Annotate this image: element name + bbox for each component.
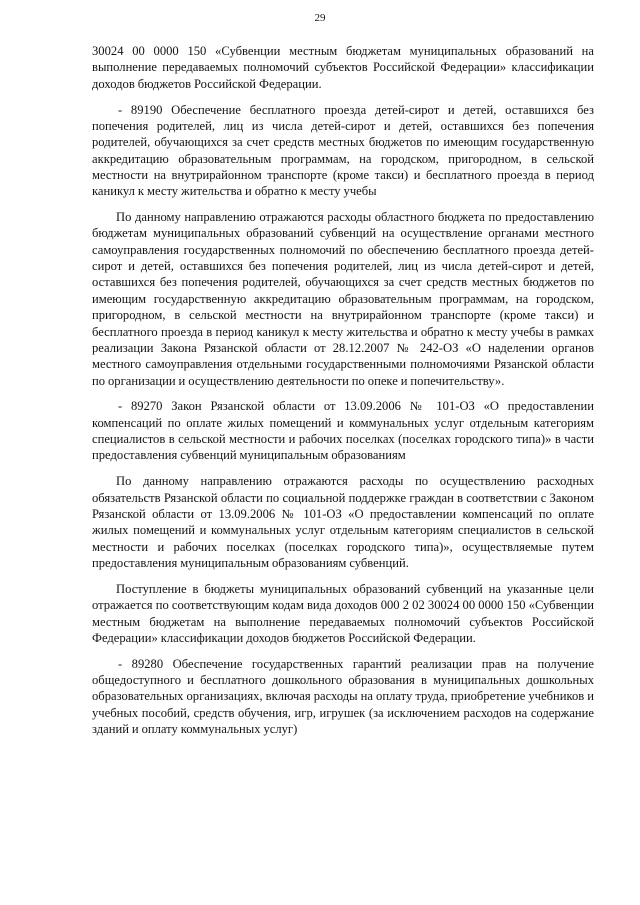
paragraph-budget-code-continuation: 30024 00 0000 150 «Субвенции местным бюджетам муниципальных образований на выполнение передаваемых полномочий субъектов Российской Федерации» классификации доходов бюджетов Российской Федерации.: [92, 44, 594, 91]
paragraph-89270-revenue-codes: Поступление в бюджеты муниципальных образований субвенций на указанные цели отражается по соответствующим кодам вида доходов 000 2 02 30024 00 0000 150 «Субвенции местным бюджетам на выполнение передаваемых полномочий субъектов Российской Федерации» классификации доходов бюджетов Российской Федерации.: [92, 581, 594, 645]
paragraph-89190-description: По данному направлению отражаются расходы областного бюджета по предоставлению бюджетам муниципальных образований субвенций на осуществление органами местного самоуправления государственных полномочий по обеспечению бесплатного проезда детей-сирот и детей, оставшихся без попечения родителей, лиц из числа детей-сирот и детей, оставшихся без попечения родителей, обучающихся за счет средств местных бюджетов по имеющим государственную аккредитацию образовательным программам, на городском, пригородном, в сельской местности на внутрирайонном транспорте (кроме такси) и бесплатного проезда в период каникул к месту жительства и обратно к месту учебы в рамках реализации Закона Рязанской области от 28.12.2007 № 242-ОЗ «О наделении органов местного самоуправления отдельными государственными полномочиями Рязанской области по организации и осуществлению деятельности по опеке и попечительству».: [92, 210, 594, 388]
paragraph-item-89190: - 89190 Обеспечение бесплатного проезда детей-сирот и детей, оставшихся без попечения родителей, лиц из числа детей-сирот и детей, оставшихся без попечения родителей, обучающихся за счет средств местных бюджетов по имеющим государственную аккредитацию образовательным программам, на городском, пригородном, в сельской местности на внутрирайонном транспорте (кроме такси) и бесплатного проезда в период каникул к месту жительства и обратно к месту учебы: [92, 102, 594, 199]
paragraph-item-89280: - 89280 Обеспечение государственных гарантий реализации прав на получение общедоступного и бесплатного дошкольного образования в муниципальных дошкольных образовательных организациях, включая расходы на оплату труда, приобретение учебников и учебных пособий, средств обучения, игр, игрушек (за исключением расходов на содержание зданий и оплату коммунальных услуг): [92, 656, 594, 737]
document-body: [92, 43, 594, 747]
paragraph-item-89270: - 89270 Закон Рязанской области от 13.09.2006 № 101-ОЗ «О предоставлении компенсаций по оплате жилых помещений и коммунальных услуг отдельным категориям специалистов в сельской местности и рабочих поселках (поселках городского типа)» в части предоставления субвенций муниципальным образованиям: [92, 399, 594, 463]
page-number: 29: [314, 12, 326, 24]
paragraph-89270-description: По данному направлению отражаются расходы по осуществлению расходных обязательств Рязанской области по социальной поддержке граждан в соответствии с Законом Рязанской области от 13.09.2006 № 101-ОЗ «О предоставлении компенсаций по оплате жилых помещений и коммунальных услуг отдельным категориям специалистов в сельской местности и рабочих поселках (поселках городского типа)», осуществляемые путем предоставления муниципальным образованиям субвенций.: [92, 474, 594, 570]
